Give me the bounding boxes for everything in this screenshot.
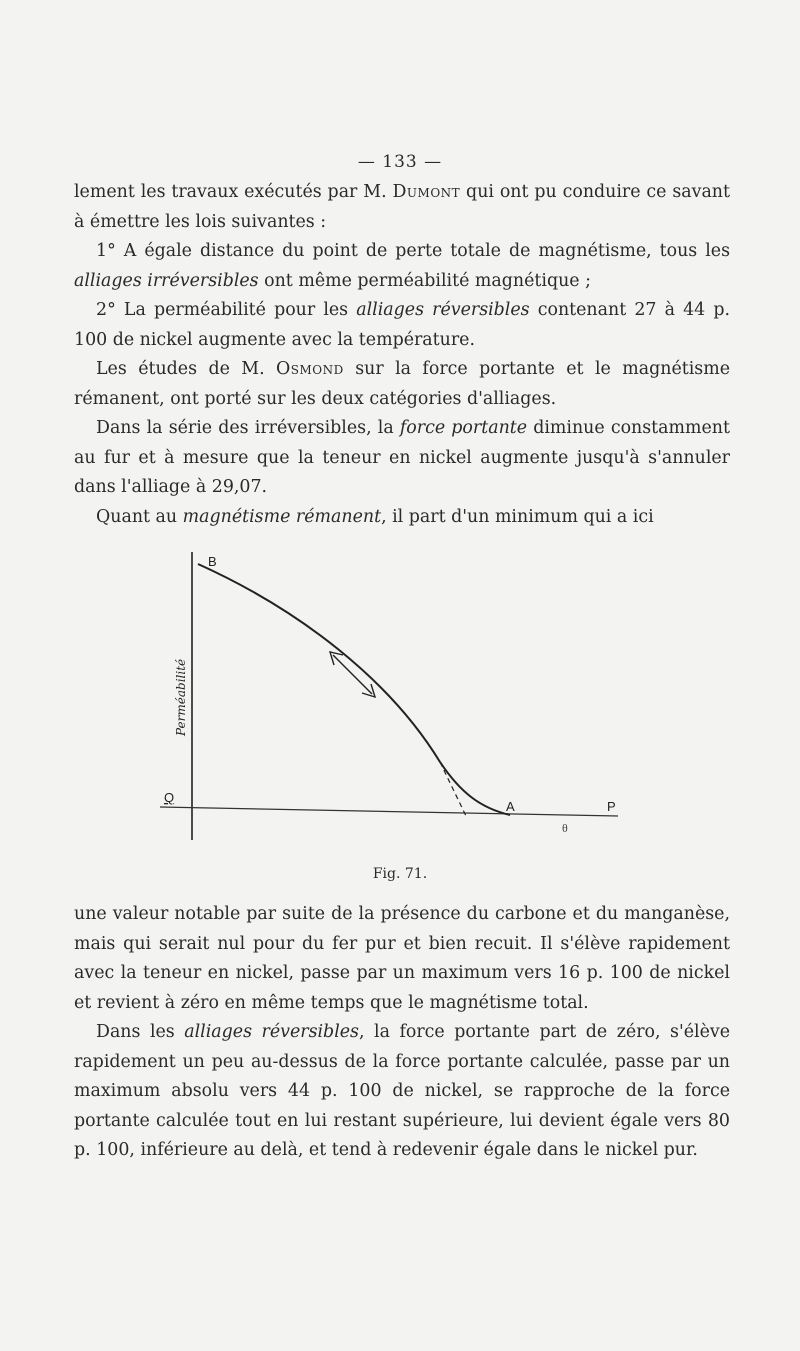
- label-q: Q: [164, 790, 175, 805]
- paragraph-dumont: [74, 178, 730, 237]
- paragraph-law-2: [74, 296, 730, 355]
- paragraph-remanent: [74, 503, 730, 533]
- page-number: — 133 —: [357, 152, 443, 172]
- figure-diagram: [150, 540, 640, 840]
- emphasis-text: alliages réversibles: [184, 1022, 359, 1042]
- text-run: , il part d'un minimum qui a ici: [381, 506, 654, 527]
- top-text-block: [74, 178, 730, 532]
- label-b: B: [208, 554, 217, 569]
- author-name-osmond: Osmond: [276, 359, 344, 379]
- paragraph-osmond: [74, 355, 730, 414]
- label-theta: θ: [562, 821, 568, 835]
- label-p: P: [607, 799, 616, 814]
- text-run: sur la force portante et le magnétisme rémanent, ont porté sur les deux catégories d'alliages.: [74, 359, 730, 409]
- emphasis-text: force portante: [399, 418, 528, 438]
- y-axis-label: Perméabilité: [174, 658, 188, 736]
- label-a: A: [506, 799, 515, 814]
- text-run: , la force portante part de zéro, s'élève rapidement un peu au-dessus de la force portante calculée, passe par un maximum absolu vers 44 p. 100 de nickel, se rapproche de la force portante calculée tout en lui restant supérieure, lui devient égale vers 80 p. 100, inférieure au delà, et tend à redevenir égale dans le nickel pur.: [74, 1022, 730, 1160]
- paragraph-valeur: une valeur notable par suite de la présence du carbone et du manganèse, mais qui serait nul pour du fer pur et bien recuit. Il s'élève rapidement avec la teneur en nickel, passe par un maximum vers 16 p. 100 de nickel et revient à zéro en même temps que le magnétisme total.: [74, 904, 730, 1013]
- emphasis-text: alliages irréversibles: [74, 270, 259, 291]
- text-run: Les études de M.: [96, 359, 277, 379]
- text-run: Quant au: [96, 506, 183, 527]
- text-run: lement les travaux exécutés par M.: [74, 182, 393, 202]
- text-run: Dans les: [96, 1022, 185, 1042]
- emphasis-text: alliages réversibles: [356, 300, 530, 320]
- author-name-dumont: Dumont: [392, 182, 461, 202]
- text-run: qui ont pu conduire ce savant à émettre les lois suivantes :: [74, 182, 730, 232]
- figure-caption: Fig. 71.: [372, 866, 428, 882]
- permeability-curve: [198, 564, 510, 815]
- paragraph-reversibles: [74, 1018, 730, 1166]
- text-run: 1° A égale distance du point de perte totale de magnétisme, tous les: [96, 241, 730, 261]
- text-run: ont même perméabilité magnétique ;: [258, 270, 591, 291]
- text-run: Dans la série des irréversibles, la: [96, 418, 400, 438]
- horizontal-axis: [160, 807, 618, 816]
- emphasis-text: magnétisme rémanent: [182, 506, 382, 527]
- paragraph-law-1: [74, 237, 730, 296]
- text-run: diminue constamment au fur et à mesure que la teneur en nickel augmente jusqu'à s'annuler dans l'alliage à 29,07.: [74, 418, 730, 497]
- text-run: contenant 27 à 44 p. 100 de nickel augmente avec la température.: [74, 300, 731, 350]
- paragraph-irreversibles: [74, 414, 730, 503]
- text-run: 2° La perméabilité pour les: [96, 300, 357, 320]
- figure-71: [150, 540, 640, 840]
- bottom-text-block: [74, 900, 730, 1166]
